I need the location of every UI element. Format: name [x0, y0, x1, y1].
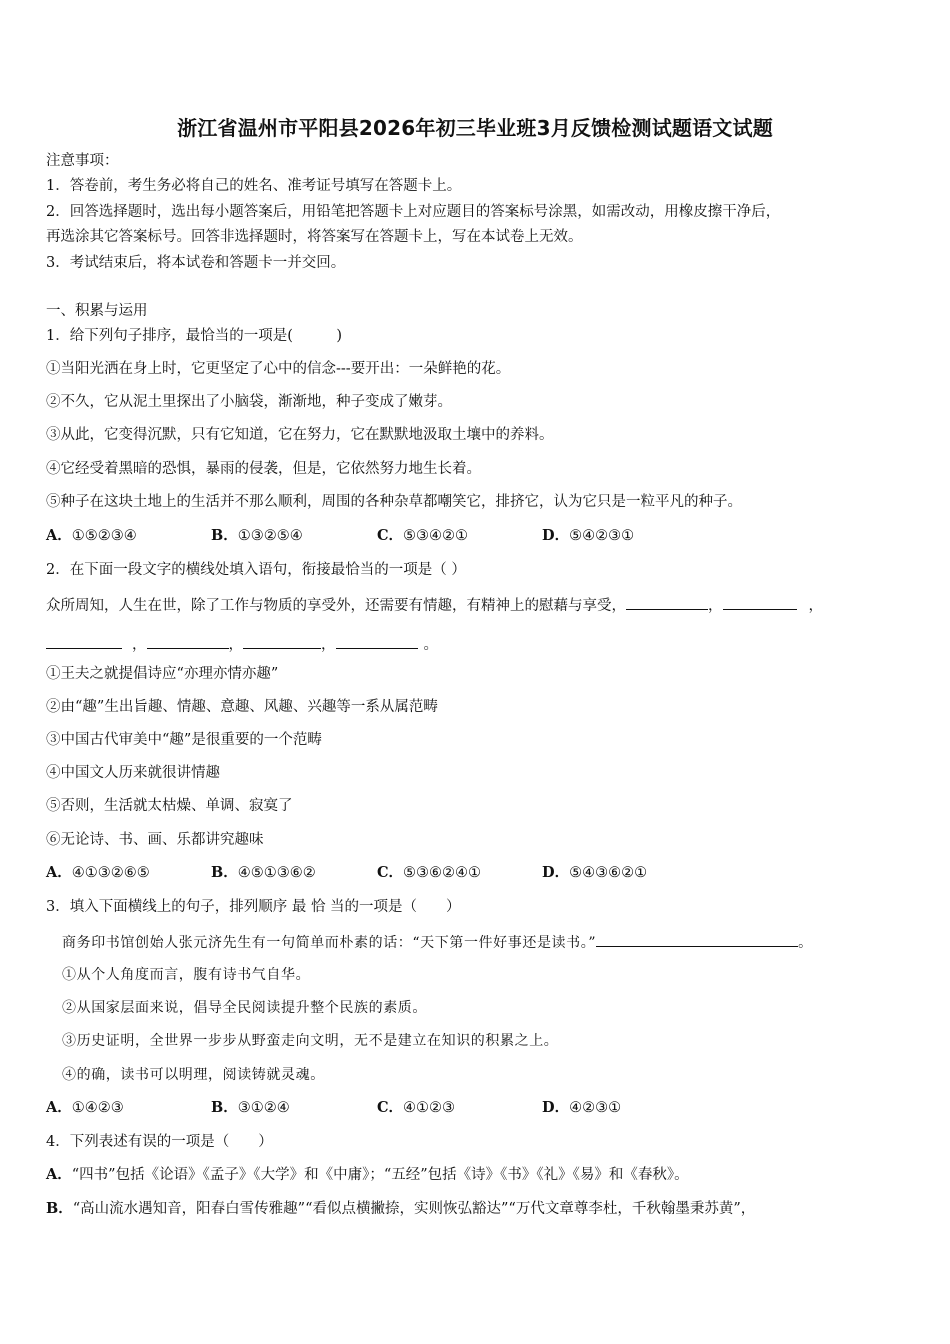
q1-stem: 1．给下列句子排序，最恰当的一项是( ): [46, 328, 343, 344]
q2-option-d[interactable]: D．⑤④③⑥②①: [542, 864, 648, 881]
q1-sentence-3: ③从此，它变得沉默，只有它知道，它在努力，它在默默地汲取土壤中的养料。: [46, 427, 554, 443]
q3-sentence-4: ④的确，读书可以明理，阅读铸就灵魂。: [62, 1067, 325, 1083]
q2-blank-4[interactable]: [147, 634, 229, 649]
q1-sentence-2: ②不久，它从泥土里探出了小脑袋，渐渐地，种子变成了嫩芽。: [46, 394, 452, 410]
q3-paragraph: 商务印书馆创始人张元济先生有一句简单而朴素的话：“天下第一件好事还是读书。” 。: [62, 932, 813, 952]
q2-sentence-2: ②由“趣”生出旨趣、情趣、意趣、风趣、兴趣等一系从属范畴: [46, 699, 438, 715]
q3-stem: 3．填入下面横线上的句子，排列顺序 最 恰 当的一项是（ ）: [46, 899, 461, 915]
q2-sentence-3: ③中国古代审美中“趣”是很重要的一个范畴: [46, 732, 322, 748]
q2-stem: 2．在下面一段文字的横线处填入语句，衔接最恰当的一项是（ ）: [46, 562, 466, 578]
notice-item-1: 1．答卷前，考生务必将自己的姓名、准考证号填写在答题卡上。: [46, 178, 462, 194]
q1-sentence-4: ④它经受着黑暗的恐惧，暴雨的侵袭，但是，它依然努力地生长着。: [46, 461, 481, 477]
q2-paragraph: 众所周知，人生在世，除了工作与物质的享受外，还需要有情趣，有精神上的慰藉与享受， ， ，: [46, 595, 823, 615]
q2-paragraph-cont: ， ， ， 。: [46, 634, 438, 654]
q3-option-b[interactable]: B．③①②④: [211, 1099, 290, 1116]
q2-paragraph-text: 众所周知，人生在世，除了工作与物质的享受外，还需要有情趣，有精神上的慰藉与享受，: [46, 598, 626, 614]
q2-sentence-5: ⑤否则，生活就太枯燥、单调、寂寞了: [46, 798, 293, 814]
notice-item-3: 3．考试结束后，将本试卷和答题卡一并交回。: [46, 255, 346, 271]
q3-blank[interactable]: [596, 932, 798, 947]
q3-option-a[interactable]: A．①④②③: [46, 1099, 124, 1116]
q2-blank-6[interactable]: [336, 634, 418, 649]
q4-option-b[interactable]: B．“高山流水遇知音，阳春白雪传雅趣”“看似点横撇捺，实则恢弘豁达”“万代文章尊李杜，千秋翰墨秉苏黄”，: [46, 1200, 756, 1217]
q1-sentence-1: ①当阳光洒在身上时，它更坚定了心中的信念---要开出：一朵鲜艳的花。: [46, 361, 511, 377]
q1-option-d[interactable]: D．⑤④②③①: [542, 527, 635, 544]
q2-blank-5[interactable]: [243, 634, 321, 649]
q2-option-c[interactable]: C．⑤③⑥②④①: [377, 864, 482, 881]
q1-option-b[interactable]: B．①③②⑤④: [211, 527, 303, 544]
q3-sentence-3: ③历史证明，全世界一步步从野蛮走向文明，无不是建立在知识的积累之上。: [62, 1033, 559, 1049]
q1-option-c[interactable]: C．⑤③④②①: [377, 527, 469, 544]
q3-paragraph-text: 商务印书馆创始人张元济先生有一句简单而朴素的话：“天下第一件好事还是读书。”: [62, 935, 597, 951]
q2-blank-1[interactable]: [626, 595, 708, 610]
q2-option-b[interactable]: B．④⑤①③⑥②: [211, 864, 316, 881]
section-heading: 一、积累与运用: [46, 303, 148, 319]
q4-option-a[interactable]: A．“四书”包括《论语》《孟子》《大学》和《中庸》；“五经”包括《诗》《书》《礼》《易》和《春秋》。: [46, 1166, 689, 1183]
q2-blank-2[interactable]: [723, 595, 797, 610]
q2-sentence-1: ①王夫之就提倡诗应“亦理亦情亦趣”: [46, 666, 279, 682]
q1-option-a[interactable]: A．①⑤②③④: [46, 527, 137, 544]
q3-option-c[interactable]: C．④①②③: [377, 1099, 456, 1116]
q3-sentence-2: ②从国家层面来说，倡导全民阅读提升整个民族的素质。: [62, 1000, 427, 1016]
notice-item-2: 2．回答选择题时，选出每小题答案后，用铅笔把答题卡上对应题目的答案标号涂黑，如需改动，用橡皮擦干净后，: [46, 204, 781, 220]
q1-sentence-5: ⑤种子在这块土地上的生活并不那么顺利，周围的各种杂草都嘲笑它，排挤它，认为它只是一粒平凡的种子。: [46, 494, 742, 510]
notice-heading: 注意事项：: [46, 153, 119, 169]
q3-option-d[interactable]: D．④②③①: [542, 1099, 622, 1116]
notice-item-2-cont: 再选涂其它答案标号。回答非选择题时，将答案写在答题卡上，写在本试卷上无效。: [46, 229, 583, 245]
q2-sentence-6: ⑥无论诗、书、画、乐都讲究趣味: [46, 832, 264, 848]
q2-blank-3[interactable]: [46, 634, 122, 649]
q2-option-a[interactable]: A．④①③②⑥⑤: [46, 864, 150, 881]
exam-title: 浙江省温州市平阳县2026年初三毕业班3月反馈检测试题语文试题: [177, 116, 773, 140]
q2-sentence-4: ④中国文人历来就很讲情趣: [46, 765, 220, 781]
q4-stem: 4．下列表述有误的一项是（ ）: [46, 1134, 273, 1150]
q3-sentence-1: ①从个人角度而言，腹有诗书气自华。: [62, 967, 311, 983]
